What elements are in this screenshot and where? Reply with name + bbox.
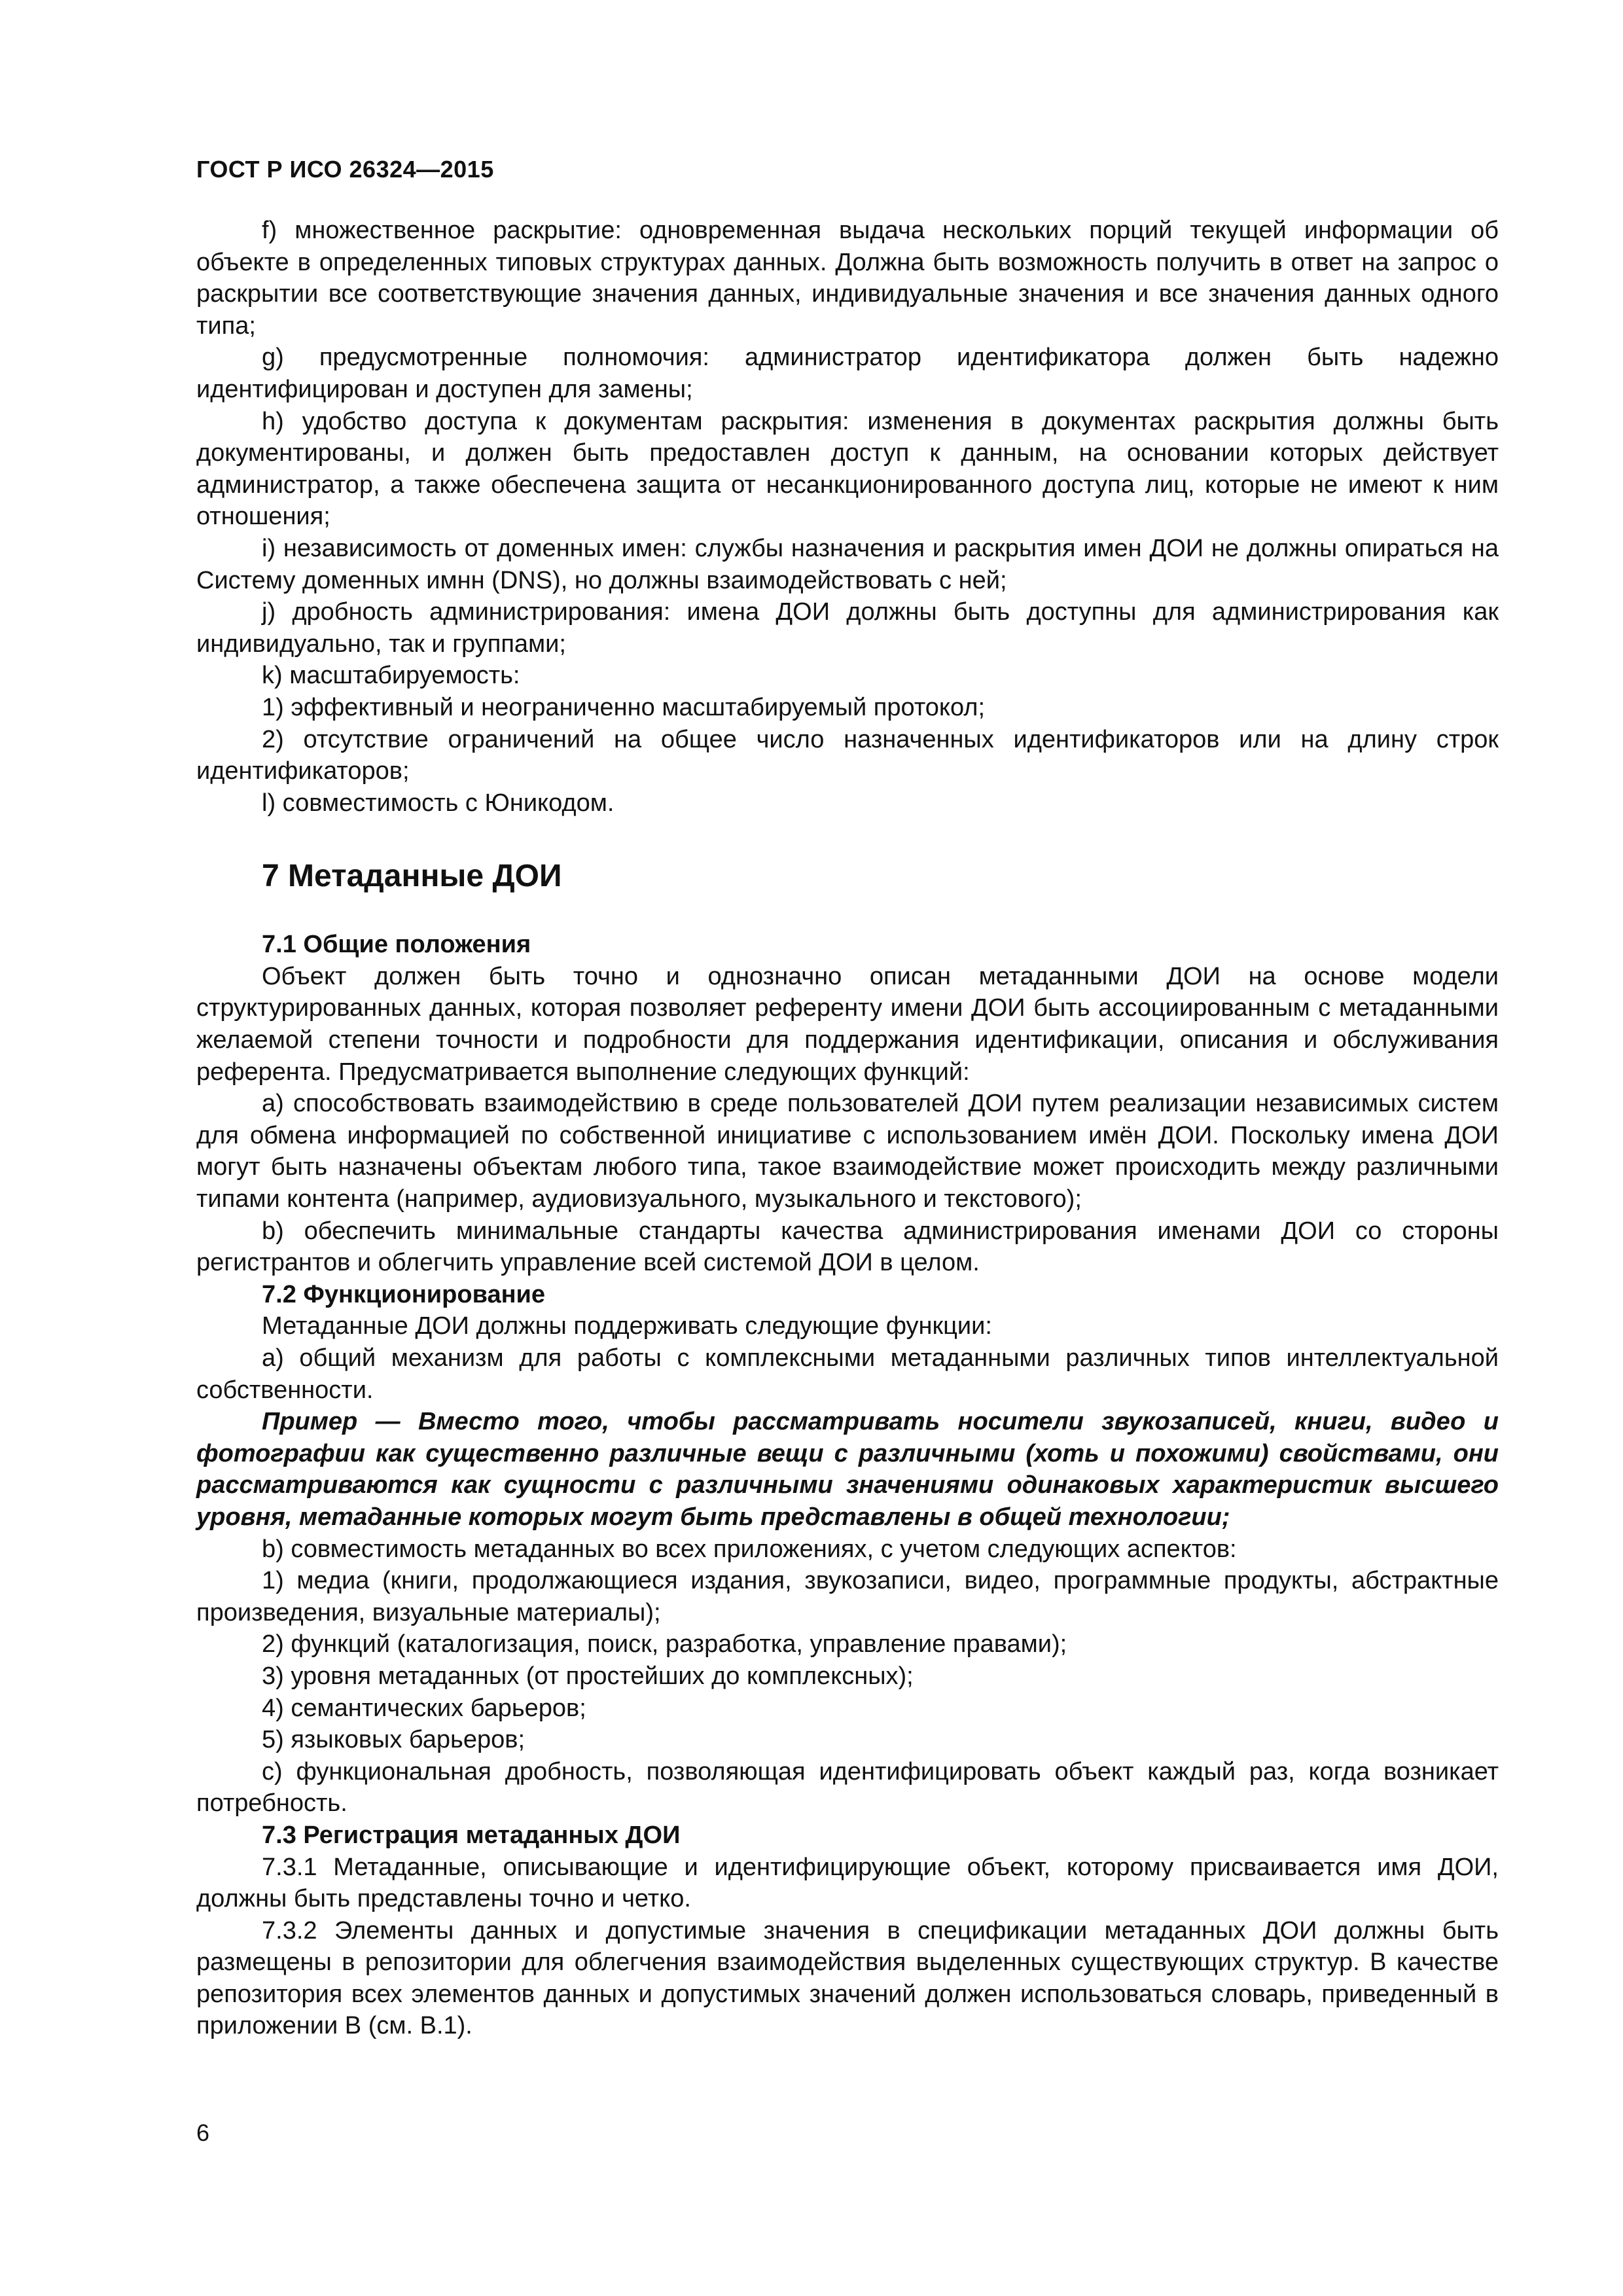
paragraph-7-2-b4: 4) семантических барьеров; [262, 1694, 586, 1722]
paragraph-7-2-c: с) функциональная дробность, позволяющая идентифицировать объект каждый раз, когда возникает потребность. [196, 1757, 1499, 1818]
paragraph-k2: 2) отсутствие ограничений на общее число назначенных идентификаторов или на длину строк идентификаторов; [196, 725, 1499, 785]
paragraph-j: j) дробность администрирования: имена ДОИ должны быть доступны для администрирования как индивидуально, так и группами; [196, 598, 1499, 658]
paragraph-7-2-a: а) общий механизм для работы с комплексными метаданными различных типов интеллектуальной собственности. [196, 1344, 1499, 1404]
paragraph-7-1-b: b) обеспечить минимальные стандарты качества администрирования именами ДОИ со стороны регистрантов и облегчить управление всей системой ДОИ в целом. [196, 1217, 1499, 1277]
paragraph-7-2-b5: 5) языковых барьеров; [262, 1726, 526, 1754]
paragraph-7-2-b2: 2) функций (каталогизация, поиск, разработка, управление правами); [262, 1630, 1067, 1659]
page-body [196, 215, 1499, 2042]
running-header: ГОСТ Р ИСО 26324—2015 [196, 156, 494, 183]
paragraph-7-1-intro: Объект должен быть точно и однозначно описан метаданными ДОИ на основе модели структурированных данных, которая позволяет референту имени ДОИ быть ассоциированным с метаданными желаемой степени точности и подробности для поддержания идентификации, описания и обслуживания референта. Предусматривается выполнение следующих функций: [196, 962, 1499, 1086]
subsection-7-1-heading: 7.1 Общие положения [262, 931, 531, 959]
paragraph-7-2-intro: Метаданные ДОИ должны поддерживать следующие функции: [262, 1312, 992, 1340]
subsection-7-3-heading: 7.3 Регистрация метаданных ДОИ [262, 1821, 681, 1849]
document-page [196, 0, 1499, 2296]
paragraph-7-2-b: b) совместимость метаданных во всех приложениях, с учетом следующих аспектов: [262, 1535, 1237, 1563]
paragraph-h: h) удобство доступа к документам раскрытия: изменения в документах раскрытия должны быть документированы, и должен быть предоставлен доступ к данным, на основании которых действует администратор, а также обеспечена защита от несанкционированного доступа лиц, которые не имеют к ним отношения; [196, 407, 1499, 531]
paragraph-g: g) предусмотренные полномочия: администратор идентификатора должен быть надежно идентифицирован и доступен для замены; [196, 344, 1499, 403]
subsection-7-2-heading: 7.2 Функционирование [262, 1280, 546, 1308]
paragraph-7-1-a: а) способствовать взаимодействию в среде пользователей ДОИ путем реализации независимых систем для обмена информацией по собственной инициативе с использованием имён ДОИ. Поскольку имена ДОИ могут быть назначены объектам любого типа, такое взаимодействие может происходить между различными типами контента (например, аудиовизуального, музыкального и текстового); [196, 1090, 1499, 1213]
page-number: 6 [196, 2119, 210, 2146]
paragraph-i: i) независимость от доменных имен: службы назначения и раскрытия имен ДОИ не должны опираться на Систему доменных имнн (DNS), но должны взаимодействовать с ней; [196, 534, 1499, 594]
paragraph-7-3-1: 7.3.1 Метаданные, описывающие и идентифицирующие объект, которому присваивается имя ДОИ, должны быть представлены точно и четко. [196, 1853, 1499, 1913]
paragraph-k: k) масштабируемость: [262, 662, 520, 690]
paragraph-k1: 1) эффективный и неограниченно масштабируемый протокол; [262, 693, 986, 721]
paragraph-l: l) совместимость с Юникодом. [262, 789, 615, 817]
paragraph-7-3-2: 7.3.2 Элементы данных и допустимые значения в спецификации метаданных ДОИ должны быть размещены в репозитории для облегчения взаимодействия выделенных существующих структур. В качестве репозитория всех элементов данных и допустимых значений должен использоваться словарь, приведенный в приложении В (см. В.1). [196, 1916, 1499, 2040]
paragraph-7-2-b1: 1) медиа (книги, продолжающиеся издания, звукозаписи, видео, программные продукты, абстрактные произведения, визуальные материалы); [196, 1567, 1499, 1626]
paragraph-f: f) множественное раскрытие: одновременная выдача нескольких порций текущей информации об объекте в определенных типовых структурах данных. Должна быть возможность получить в ответ на запрос о раскрытии все соответствующие значения данных, индивидуальные значения и все значения данных одного типа; [196, 217, 1499, 340]
example-note: Пример — Вместо того, чтобы рассматривать носители звукозаписей, книги, видео и фотографии как существенно различные вещи с различными (хоть и похожими) свойствами, они рассматриваются как сущности с различными значениями одинаковых характеристик высшего уровня, метаданные которых могут быть представлены в общей технологии; [196, 1408, 1499, 1531]
section-7-heading: 7 Метаданные ДОИ [262, 859, 562, 894]
paragraph-7-2-b3: 3) уровня метаданных (от простейших до комплексных); [262, 1662, 914, 1690]
